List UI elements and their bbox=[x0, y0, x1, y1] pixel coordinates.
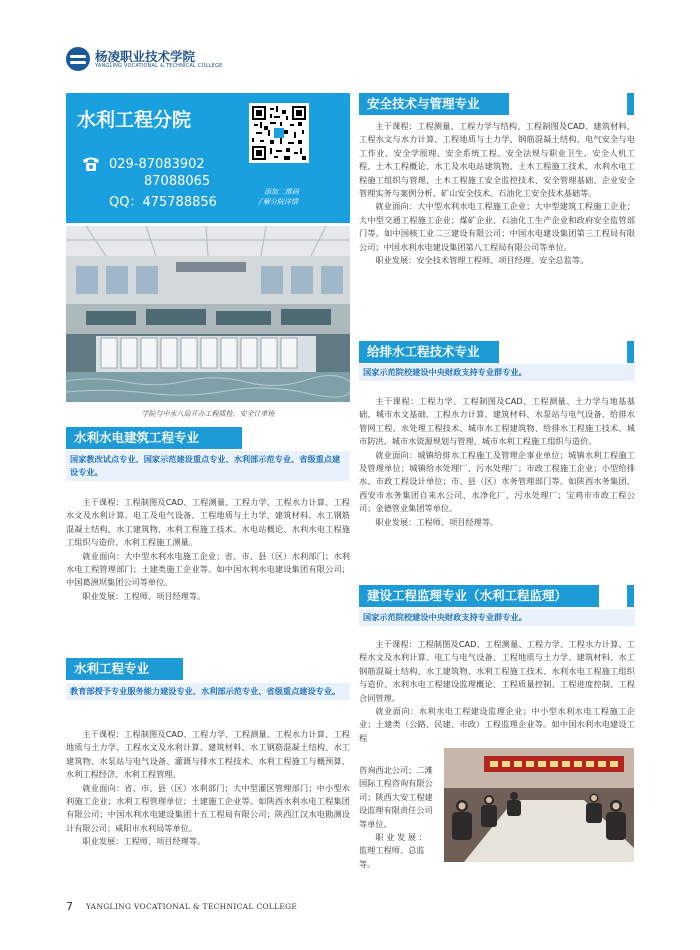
courses-hydropower: 主干课程：工程制图及CAD、工程测量、工程力学、工程水力计算、工程水文及水利计算、电工及电气设备、工程地质与土力学、建筑材料、水工钢筋混凝土结构、水工建筑物、水利工程施工技术、水电站概论、水利水电工程施工组织与造价、水利工程施工测量。 bbox=[66, 497, 350, 548]
page-number: 7 bbox=[66, 900, 73, 913]
courses-water: 主干课程：工程制图及CAD、工程力学、工程测量、工程水力计算、工程地质与土力学、工程水文及水利计算、建筑材料、水工钢筋混凝土结构、水工建筑物、水泵站与电气设备、灌溉与排水工程技术、水利工程施工与概预算、水利工程经济、水利工程管理。 bbox=[66, 729, 350, 780]
section-tab-marker bbox=[627, 341, 634, 363]
qr-code-icon bbox=[252, 106, 306, 160]
employment-water: 就业面向：省、市、县（区）水利部门；大中型灌区管理部门；中小型水利施工企业；水利工程管理单位；土建施工企业等。如陕西水利水电工程集团有限公司；中国水利水电建设集团十五工程局有限公司；陕西江汉水电勘测设计有限公司；咸阳市水利局等单位。 bbox=[66, 782, 350, 833]
meeting-illustration bbox=[444, 748, 634, 862]
employment-safety: 就业面向：大中型水利水电工程施工企业；大中型建筑工程施工企业；大中型交通工程施工企业；煤矿企业、石油化工生产企业和政府安全监管部门等。如中国核工业二三建设有限公司；中国水电建设集团第三工程局有限公司；中国水利水电建设集团第八工程局有限公司等单位。 bbox=[359, 201, 635, 252]
section-title-supervision: 建设工程监理专业（水利工程监理） bbox=[359, 585, 599, 607]
meeting-photo bbox=[444, 748, 634, 862]
footer-college-name: YANGLING VOCATIONAL & TECHNICAL COLLEGE bbox=[86, 902, 298, 911]
section-body-safety bbox=[359, 120, 635, 267]
section-title-water: 水利工程专业 bbox=[66, 658, 183, 680]
career-safety: 职业发展：安全技术管理工程师、项目经理、安全总监等。 bbox=[375, 255, 589, 266]
employment-supervision-a: 就业面向：水利水电工程建设监理企业；中小型水利水电工程施工企业；土建类（公路、民建、市政）工程监理企业等。如中国水利水电建设工程 bbox=[359, 706, 635, 743]
section-tab-marker bbox=[627, 93, 634, 115]
qr-hint-line1: 添加二维码 bbox=[264, 188, 299, 196]
section-tags-supervision: 国家示范院校建设中央财政支持专业群专业。 bbox=[359, 609, 635, 626]
employment-hydropower: 就业面向：大中型水利水电施工企业；省、市、县（区）水利部门；水利水电工程管理部门；土建类施工企业等。如中国水利水电建设集团有限公司；中国葛洲坝集团公司等单位。 bbox=[66, 550, 350, 588]
section-body-hydropower bbox=[66, 496, 350, 603]
employment-supervision-b: 咨询西北公司；二滩国际工程咨询有限公司；陕西大安工程建设监理有限责任公司等单位。 bbox=[359, 765, 433, 829]
section-tags-water: 教育部授予专业服务能力建设专业、水利部示范专业、省级重点建设专业。 bbox=[66, 683, 350, 700]
phone-number-primary: 029-87083902 bbox=[109, 157, 205, 172]
courses-drainage: 主干课程：工程力学、工程制图及CAD、工程测量、土力学与地基基础、城市水文基础、工程水力计算、建筑材料、水泵站与电气设备、给排水管网工程、水处理工程技术、城市水工程建筑物、给排水工程施工技术、城市防洪、城市水资源规划与管理、城市水利工程施工组织与造价。 bbox=[359, 396, 635, 447]
section-body-supervision-narrow bbox=[359, 764, 437, 871]
logo-chinese-name: 杨凌职业技术学院 bbox=[95, 49, 196, 64]
hydraulic-lab-photo bbox=[66, 226, 350, 402]
qr-code bbox=[249, 103, 309, 163]
section-title-hydropower: 水利水电建筑工程专业 bbox=[66, 427, 242, 449]
employment-drainage: 就业面向：城镇给排水工程施工及管理企事业单位；城镇水利工程施工及管理单位；城镇给水处理厂、污水处理厂；市政工程施工企业；小型给排水、市政工程设计单位；市、县（区）水务管理部门等。如陕西水务集团、西安市水务集团自来水公司、水净化厂、污水处理厂；宝鸡市市政工程公司；金德管业集团等单位。 bbox=[359, 449, 635, 514]
career-hydropower: 职业发展：工程师、项目经理等。 bbox=[82, 590, 206, 601]
logo-wave-icon bbox=[66, 47, 90, 71]
phone-number-secondary: 87088065 bbox=[144, 174, 211, 189]
career-supervision-label: 职 业 发 展 ： bbox=[375, 832, 427, 843]
department-title: 水利工程分院 bbox=[77, 109, 192, 131]
career-drainage: 职业发展：工程师、项目经理等。 bbox=[375, 516, 499, 527]
college-logo bbox=[66, 47, 226, 73]
hydraulic-lab-illustration bbox=[66, 226, 350, 402]
logo-english-name: YANGLING VOCATIONAL & TECHNICAL COLLEGE bbox=[95, 63, 223, 69]
phone-icon bbox=[81, 156, 101, 172]
courses-supervision: 主干课程：工程制图及CAD、工程测量、工程力学、工程水力计算、工程水文及水利计算、电工与电气设备、工程地质与土力学、建筑材料、水工钢筋混凝土结构、水工建筑物、水利工程施工技术、水利水电工程施工组织与造价、水利水电工程建设监理概论、工程质量控制、工程进度控制、工程合同管理。 bbox=[359, 639, 635, 703]
section-title-safety: 安全技术与管理专业 bbox=[359, 93, 509, 115]
section-title-drainage: 给排水工程技术专业 bbox=[359, 341, 499, 363]
section-tags-hydropower: 国家教改试点专业、国家示范建设重点专业、水利部示范专业、省级重点建设专业。 bbox=[66, 451, 350, 481]
courses-safety: 主干课程：工程测量、工程力学与结构、工程制图及CAD、建筑材料、工程水文与水力计算、工程地质与土力学、钢筋混凝土结构、电气安全与电工作业、安全学原理、安全系统工程、安全法规与职业卫生、安全人机工程、土木工程概论、水工及水电站建筑物、土木工程施工技术、水利水电工程施工组织与管理、土木工程施工安全监控技术、安全管理基础、企业安全管理实务与案例分析、矿山安全技术、石油化工安全技术基础等。 bbox=[359, 121, 635, 199]
photo-caption: 学院与中水八局开办工程质检、安全订单班 bbox=[141, 410, 275, 418]
section-body-water bbox=[66, 728, 350, 849]
section-tab-marker bbox=[627, 585, 634, 607]
section-body-supervision bbox=[359, 638, 635, 745]
section-body-drainage bbox=[359, 395, 635, 529]
career-supervision-value: 监理工程师、总监等。 bbox=[359, 845, 425, 869]
qr-hint-line2: 了解分院详情 bbox=[256, 198, 298, 206]
department-hero bbox=[66, 93, 350, 223]
section-tags-drainage: 国家示范院校建设中央财政支持专业群专业。 bbox=[359, 364, 635, 381]
career-water: 职业发展：工程师、项目经理等。 bbox=[82, 836, 206, 847]
qq-number: QQ：475788856 bbox=[109, 195, 217, 210]
